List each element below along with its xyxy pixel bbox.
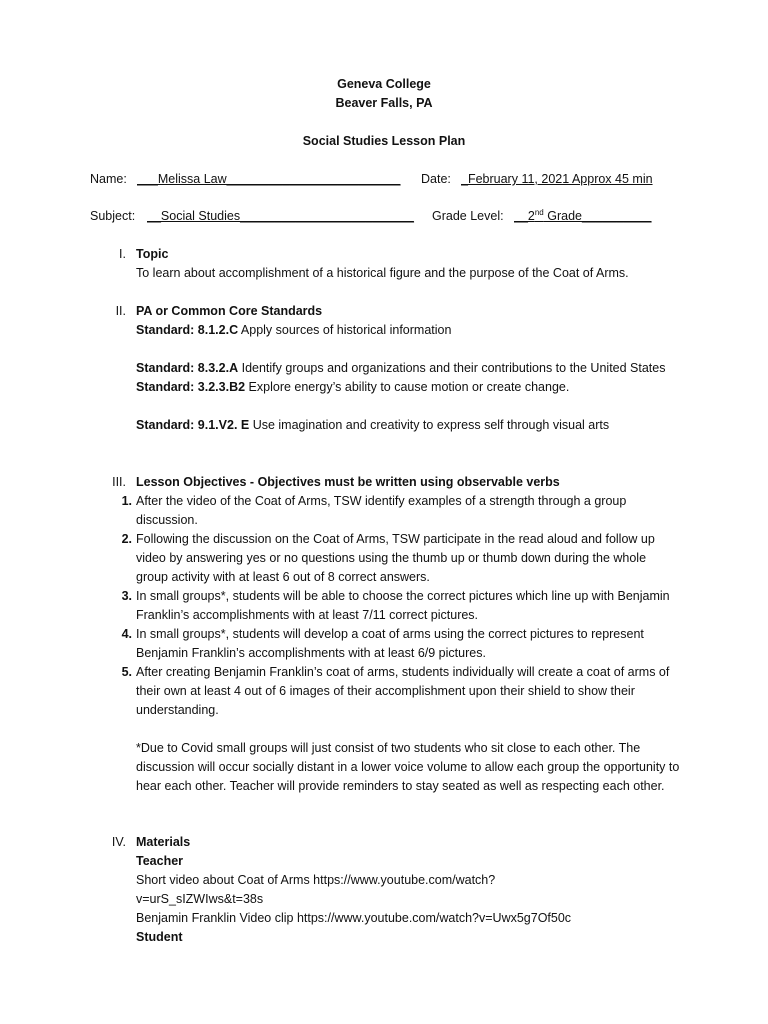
section-numeral-topic: I. bbox=[119, 247, 126, 261]
list-item: 1. After the video of the Coat of Arms, TSW identify examples of a strength through a group discussion. bbox=[121, 494, 627, 527]
section-title-materials: Materials bbox=[136, 835, 191, 849]
plan-title: Social Studies Lesson Plan bbox=[302, 134, 466, 148]
standard-item: Standard: 8.1.2.C Apply sources of historical information bbox=[136, 323, 452, 337]
section-numeral-objectives: III. bbox=[112, 475, 126, 489]
section-standards bbox=[136, 302, 681, 435]
material-line: v=urS_sIZWIws&t=38s bbox=[136, 892, 264, 906]
section-numeral-materials: IV. bbox=[111, 835, 126, 849]
date-value: _February 11, 2021 Approx 45 min bbox=[461, 172, 653, 186]
material-line: Short video about Coat of Arms https://www.youtube.com/watch? bbox=[136, 873, 496, 887]
covid-note: *Due to Covid small groups will just consist of two students who sit close to each other. The discussion will occur socially distant in a lower voice volume to allow each group the opportunity to hear each other. Teacher will provide reminders to stay seated as well as respecting each other. bbox=[136, 741, 680, 793]
list-item: 2. Following the discussion on the Coat of Arms, TSW participate in the read aloud and follow up video by answering yes or no questions using the thumb up or thumb down during the whole group activity with at least 6 out of 8 correct answers. bbox=[121, 532, 655, 584]
list-item: 5. After creating Benjamin Franklin’s coat of arms, students individually will create a coat of arms of their own at least 4 out of 6 images of their accomplishment upon their shield to show their understanding. bbox=[121, 665, 670, 717]
section-title-objectives: Lesson Objectives - Objectives must be written using observable verbs bbox=[136, 475, 560, 489]
section-title-topic: Topic bbox=[136, 247, 169, 261]
standard-item: Standard: 9.1.V2. E Use imagination and creativity to express self through visual arts bbox=[136, 418, 610, 432]
subject-label: Subject: bbox=[90, 209, 136, 223]
section-title-standards: PA or Common Core Standards bbox=[136, 304, 323, 318]
subject-value: __Social Studies_________________________ bbox=[147, 209, 414, 223]
name-label: Name: bbox=[90, 172, 127, 186]
objectives-list bbox=[121, 492, 681, 796]
student-label: Student bbox=[136, 930, 183, 944]
section-topic bbox=[136, 245, 681, 283]
material-line: Benjamin Franklin Video clip https://www.youtube.com/watch?v=Uwx5g7Of50c bbox=[136, 911, 572, 925]
topic-text: To learn about accomplishment of a historical figure and the purpose of the Coat of Arms. bbox=[136, 266, 629, 280]
college-name: Geneva College bbox=[337, 77, 431, 91]
list-item: 4. In small groups*, students will develop a coat of arms using the correct pictures to represent Benjamin Franklin’s accomplishments with at least 6/9 pictures. bbox=[121, 627, 644, 660]
grade-value: __2nd Grade__________ bbox=[514, 207, 652, 223]
standard-item: Standard: 3.2.3.B2 Explore energy’s ability to cause motion or create change. bbox=[136, 380, 570, 394]
grade-label: Grade Level: bbox=[432, 209, 504, 223]
name-value: ___Melissa Law_________________________ bbox=[137, 172, 401, 186]
teacher-label: Teacher bbox=[136, 854, 184, 868]
list-item: 3. In small groups*, students will be able to choose the correct pictures which line up with Benjamin Franklin’s accomplishments with at least 7/11 correct pictures. bbox=[121, 589, 670, 622]
section-numeral-standards: II. bbox=[115, 304, 126, 318]
standard-item: Standard: 8.3.2.A Identify groups and organizations and their contributions to the United States bbox=[136, 361, 666, 375]
section-materials bbox=[136, 833, 681, 947]
date-label: Date: bbox=[421, 172, 451, 186]
college-location: Beaver Falls, PA bbox=[335, 96, 433, 110]
